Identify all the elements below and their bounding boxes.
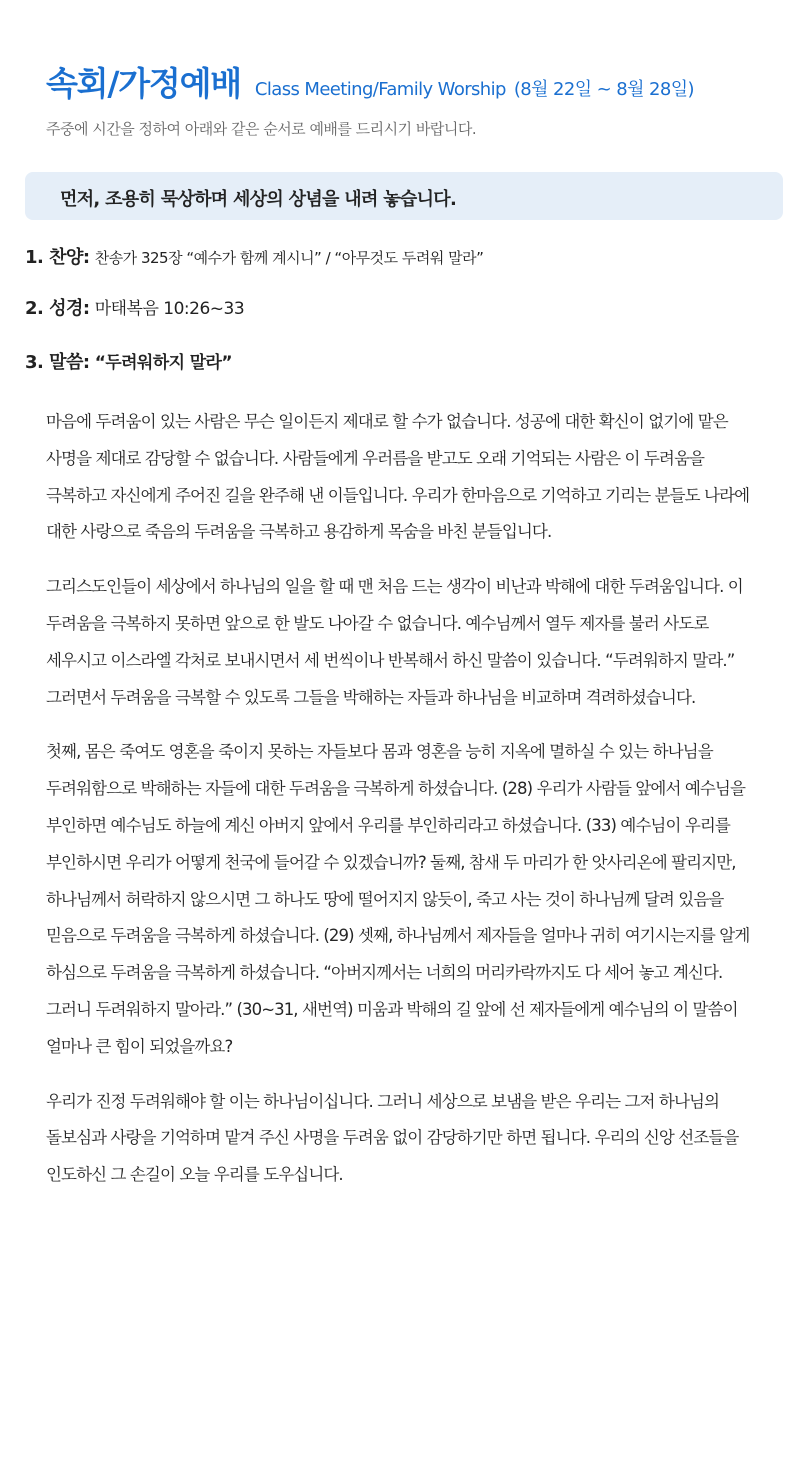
order-item-hymn [25,243,483,269]
sermon-paragraph: 첫째, 몸은 죽여도 영혼을 죽이지 못하는 자들보다 몸과 영혼을 능히 지옥에 멸하실 수 있는 하나님을 두려워함으로 박해하는 자들에 대한 두려움을 극복하게 하셨습니다. (28) 우리가 사람들 앞에서 예수님을 부인하면 예수님도 하늘에 계신 아버지 앞에서 우리를 부인하리라고 하셨습니다. (33) 예수님이 우리를 부인하시면 우리가 어떻게 천국에 들어갈 수 있겠습니까? 둘째, 참새 두 마리가 한 앗사리온에 팔리지만, 하나님께서 허락하지 않으시면 그 하나도 땅에 떨어지지 않듯이, 죽고 사는 것이 하나님께 달려 있음을 믿음으로 두려움을 극복하게 하셨습니다. (29) 셋째, 하나님께서 제자들을 얼마나 귀히 여기시는지를 알게 하심으로 두려움을 극복하게 하셨습니다. “아버지께서는 너희의 머리카락까지도 다 세어 놓고 계신다. 그러니 두려워하지 말아라.” (30~31, 새번역) 미움과 박해의 길 앞에 선 제자들에게 예수님의 이 말씀이 얼마나 큰 힘이 되었을까요? [46,742,750,1056]
order-item-label: 1. 찬양: [25,247,90,268]
page-header [46,58,780,105]
sermon-paragraph: 우리가 진정 두려워해야 할 이는 하나님이십니다. 그러니 세상으로 보냄을 받은 우리는 그저 하나님의 돌보심과 사랑을 기억하며 맡겨 주신 사명을 두려움 없이 감당하기만 하면 됩니다. 우리의 신앙 선조들을 인도하신 그 손길이 오늘 우리를 도우십니다. [46,1091,739,1185]
sermon-paragraph: 그리스도인들이 세상에서 하나님의 일을 할 때 맨 처음 드는 생각이 비난과 박해에 대한 두려움입니다. 이 두려움을 극복하지 못하면 앞으로 한 발도 나아갈 수 없습니다. 예수님께서 열두 제자를 불러 사도로 세우시고 이스라엘 각처로 보내시면서 세 번씩이나 반복해서 하신 말씀이 있습니다. “두려워하지 말라.” 그러면서 두려움을 극복할 수 있도록 그들을 박해하는 자들과 하나님을 비교하며 격려하셨습니다. [46,577,743,707]
sermon-title: “두려워하지 말라” [94,353,232,373]
meditation-banner [25,172,783,220]
sermon-body [46,404,758,1212]
order-item-scripture [25,294,244,320]
scripture-value: 마태복음 10:26~33 [94,299,245,319]
order-item-label: 3. 말씀: [25,352,90,373]
page-title: 속회/가정예배 [46,64,241,103]
instruction-subtitle: 주중에 시간을 정하여 아래와 같은 순서로 예배를 드리시기 바랍니다. [46,120,477,138]
order-item-sermon [25,348,232,374]
meditation-banner-text: 먼저, 조용히 묵상하며 세상의 상념을 내려 놓습니다. [60,189,457,210]
date-range: (8월 22일 ~ 8월 28일) [513,79,694,100]
sermon-paragraph: 마음에 두려움이 있는 사람은 무슨 일이든지 제대로 할 수가 없습니다. 성공에 대한 확신이 없기에 맡은 사명을 제대로 감당할 수 없습니다. 사람들에게 우러름을 받고도 오래 기억되는 사람은 이 두려움을 극복하고 자신에게 주어진 길을 완주해 낸 이들입니다. 우리가 한마음으로 기억하고 기리는 분들도 나라에 대한 사랑으로 죽음의 두려움을 극복하고 용감하게 목숨을 바친 분들입니다. [46,412,750,542]
order-item-label: 2. 성경: [25,298,90,319]
english-title: Class Meeting/Family Worship [254,79,506,100]
hymn-value: 찬송가 325장 “예수가 함께 계시니” / “아무것도 두려워 말라” [94,249,484,267]
